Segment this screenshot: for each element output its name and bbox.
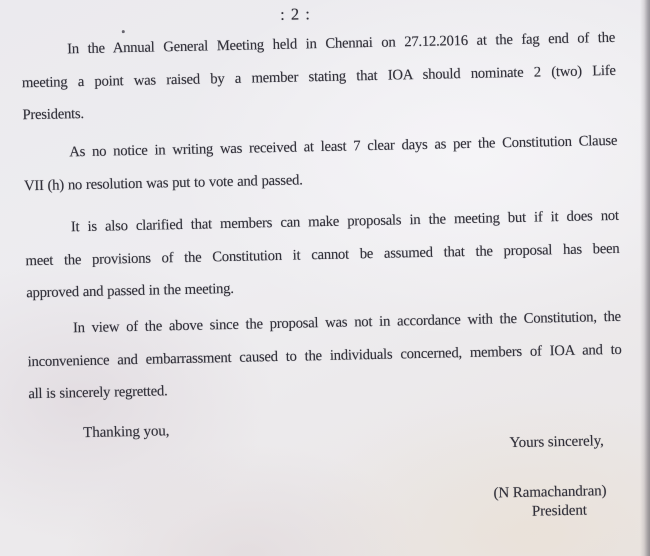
paragraph-line: VII (h) no resolution was put to vote and passed.	[23, 171, 303, 194]
paragraph-line: In the Annual General Meeting held in Chennai on 27.12.2016 at the fag end of the	[66, 29, 616, 58]
paragraph-line: It is also clarified that members can make proposals in the meeting but if it does not	[70, 207, 619, 236]
closing-sincerely: Yours sincerely,	[509, 433, 604, 452]
paragraph-3	[25, 200, 621, 310]
paragraph-line: inconvenience and embarrassment caused to the individuals concerned, members of IOA and to	[27, 341, 622, 370]
paragraph-1	[21, 22, 617, 132]
closing-thanking: Thanking you,	[83, 423, 170, 442]
paragraph-line: meeting a point was raised by a member stating that IOA should nominate 2 (two) Life	[21, 62, 616, 91]
paragraph-2	[23, 125, 618, 202]
paragraph-line: meet the provisions of the Constitution it cannot be assumed that the proposal has been	[25, 240, 620, 269]
paragraph-line: In view of the above since the proposal was not in accordance with the Constitution, the	[72, 308, 622, 337]
paragraph-4	[27, 301, 623, 411]
paragraph-line: Presidents.	[22, 106, 84, 124]
paragraph-line: As no notice in writing was received at least 7 clear days as per the Constitution Clause	[69, 132, 618, 161]
signatory-title: President	[531, 502, 588, 520]
paragraph-line: approved and passed in the meeting.	[26, 280, 234, 302]
paragraph-line: all is sincerely regretted.	[28, 383, 168, 403]
page-number: : 2 :	[279, 4, 311, 24]
signatory-name: (N Ramachandran)	[493, 483, 607, 502]
